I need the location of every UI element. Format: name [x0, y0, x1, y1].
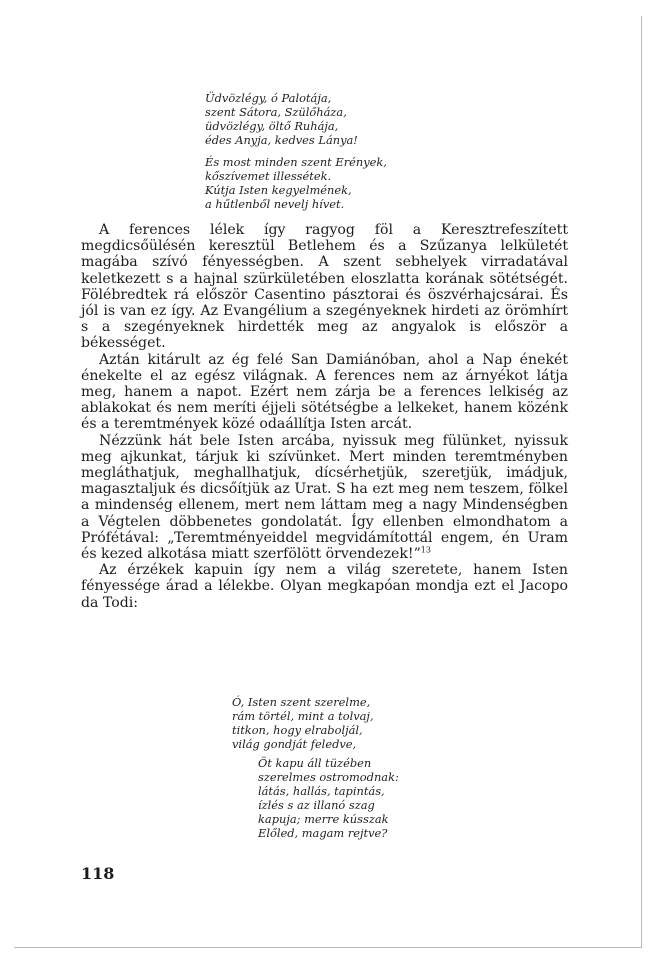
poem-bottom-stanza-1: [232, 695, 399, 751]
poem-line: titkon, hogy elraboljál,: [232, 723, 363, 737]
body-text: [81, 222, 568, 611]
paragraph-1: A ferences lélek így ragyog föl a Keresztrefeszített megdicsőülésén keresztül Betlehem és a Szűzanya lelkületét magába szívó fényességben. A szent sebhelyek virradatával keletkezett s a hajnal szürkületében eloszlatta korának sötétségét. Fölébredtek rá először Casentino pásztorai és öszvérhajcsárai. És jól is van ez így. Az Evangélium a szegényeknek hirdeti az örömhírt s a szegényeknek hirdették meg az angyalok is először a békességet.: [81, 222, 568, 352]
poem-line: Ó, Isten szent szerelme,: [232, 695, 371, 709]
page-number: 118: [81, 864, 115, 883]
poem-top-stanza-1: [205, 91, 387, 147]
poem-line: látás, hallás, tapintás,: [258, 784, 385, 798]
poem-line: a hűtlenből nevelj hívet.: [205, 197, 345, 211]
poem-line: kapuja; merre kússzak: [258, 812, 389, 826]
poem-line: Kútja Isten kegyelmének,: [205, 183, 352, 197]
poem-line: Előled, magam rejtve?: [258, 826, 388, 840]
poem-line: Öt kapu áll tüzében: [258, 756, 372, 770]
poem-line: szerelmes ostromodnak:: [258, 770, 399, 784]
poem-line: édes Anyja, kedves Lánya!: [205, 133, 358, 147]
poem-line: rám törtél, mint a tolvaj,: [232, 709, 374, 723]
poem-line: Üdvözlégy, ó Palotája,: [205, 91, 332, 105]
poem-line: kőszívemet illessétek.: [205, 169, 332, 183]
paragraph-3-text: Nézzünk hát bele Isten arcába, nyissuk meg fülünket, nyissuk meg ajkunkat, tárjuk ki szívünket. Mert minden teremtményben megláthatjuk, meghallhatjuk, dícsérhetjük, szeretjük, imádjuk, magasztaljuk és dicsőítjük az Urat. S ha ezt meg nem teszem, fölkel a mindenség ellenem, mert nem láttam meg a nagy Mindenségben a Végtelen döbbenetes gondolatát. Így ellenben elmondhatom a Prófétával: „Teremtményeiddel megvidámítottál engem, én Uram és kezed alkotása miatt szerfölött örvendezek!”: [81, 432, 568, 563]
paragraph-2: Aztán kitárult az ég felé San Damiánóban, ahol a Nap énekét énekelte el az egész világnak. A ferences nem az árnyékot látja meg, hanem a napot. Ezért nem zárja be a ferences lelkiség az ablakokat és nem meríti éjjeli sötétségbe a lelkeket, hanem közénk és a teremtmények közé odaállítja Isten arcát.: [81, 351, 568, 433]
poem-line: ízlés s az illanó szag: [258, 798, 375, 812]
poem-line: szent Sátora, Szülőháza,: [205, 105, 347, 119]
poem-line: És most minden szent Erények,: [205, 155, 387, 169]
paragraph-3: [81, 433, 568, 563]
poem-bottom-stanza-2: [258, 756, 399, 840]
poem-top: [205, 91, 387, 211]
poem-line: világ gondját feledve,: [232, 737, 357, 751]
poem-line: üdvözlégy, öltő Ruhája,: [205, 119, 339, 133]
poem-bottom: [232, 695, 399, 840]
footnote-marker: 13: [420, 545, 431, 555]
paragraph-4: Az érzékek kapuin így nem a világ szeretete, hanem Isten fényessége árad a lélekbe. Olyan megkapóan mondja ezt el Jacopo da Todi:: [81, 562, 568, 611]
poem-top-stanza-2: [205, 155, 387, 211]
